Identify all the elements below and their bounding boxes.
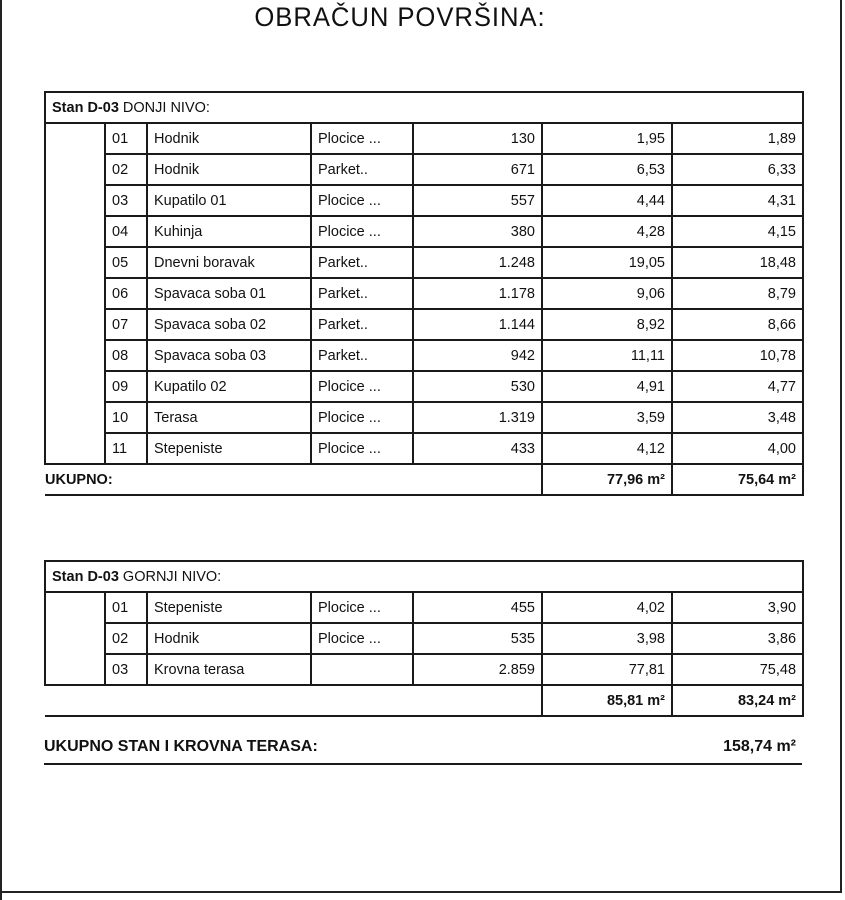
room-name: Kupatilo 02 <box>147 371 311 402</box>
room-name: Stepeniste <box>147 433 311 464</box>
value-c: 8,79 <box>672 278 803 309</box>
value-b: 77,81 <box>542 654 672 685</box>
floor-type: Plocice ... <box>311 623 413 654</box>
value-c: 1,89 <box>672 123 803 154</box>
table-row <box>45 309 803 340</box>
value-c: 3,86 <box>672 623 803 654</box>
table-heading <box>45 92 803 123</box>
table-row <box>45 402 803 433</box>
floor-type: Plocice ... <box>311 123 413 154</box>
room-number: 02 <box>105 623 147 654</box>
unit-label: Stan D-03 <box>52 568 119 585</box>
indent-cell <box>45 247 105 278</box>
room-number: 09 <box>105 371 147 402</box>
total-label <box>45 685 542 716</box>
table-heading <box>45 561 803 592</box>
value-b: 3,59 <box>542 402 672 433</box>
indent-cell <box>45 278 105 309</box>
grand-total-row <box>44 732 802 762</box>
value-a: 433 <box>413 433 542 464</box>
value-c: 3,48 <box>672 402 803 433</box>
room-name: Dnevni boravak <box>147 247 311 278</box>
room-name: Kuhinja <box>147 216 311 247</box>
value-c: 6,33 <box>672 154 803 185</box>
grand-total-underline <box>44 763 802 765</box>
value-b: 8,92 <box>542 309 672 340</box>
table-row <box>45 340 803 371</box>
value-c: 4,00 <box>672 433 803 464</box>
indent-cell <box>45 154 105 185</box>
document-title: OBRAČUN POVRŠINA: <box>254 2 546 32</box>
table-row <box>45 433 803 464</box>
value-a: 455 <box>413 592 542 623</box>
indent-cell <box>45 185 105 216</box>
total-row <box>45 685 803 716</box>
grand-total-table <box>44 732 802 762</box>
lower-level-table <box>44 91 804 496</box>
value-c: 3,90 <box>672 592 803 623</box>
grand-total-value: 158,74 m² <box>723 738 796 755</box>
room-number: 01 <box>105 592 147 623</box>
value-c: 10,78 <box>672 340 803 371</box>
value-b: 4,02 <box>542 592 672 623</box>
total-row <box>45 464 803 495</box>
page-frame-bottom <box>0 891 842 893</box>
value-a: 130 <box>413 123 542 154</box>
value-a: 1.178 <box>413 278 542 309</box>
room-number: 06 <box>105 278 147 309</box>
room-number: 02 <box>105 154 147 185</box>
value-b: 1,95 <box>542 123 672 154</box>
room-name: Stepeniste <box>147 592 311 623</box>
indent-cell <box>45 623 105 654</box>
room-name: Krovna terasa <box>147 654 311 685</box>
room-number: 05 <box>105 247 147 278</box>
table-row <box>45 278 803 309</box>
room-name: Spavaca soba 03 <box>147 340 311 371</box>
table-heading-row <box>45 561 803 592</box>
indent-cell <box>45 402 105 433</box>
floor-type: Plocice ... <box>311 433 413 464</box>
value-a: 1.248 <box>413 247 542 278</box>
room-number: 10 <box>105 402 147 433</box>
room-name: Terasa <box>147 402 311 433</box>
value-c: 75,48 <box>672 654 803 685</box>
floor-type: Parket.. <box>311 278 413 309</box>
floor-type <box>311 654 413 685</box>
indent-cell <box>45 433 105 464</box>
room-name: Spavaca soba 01 <box>147 278 311 309</box>
upper-level-table <box>44 560 804 717</box>
value-c: 4,77 <box>672 371 803 402</box>
value-b: 19,05 <box>542 247 672 278</box>
value-b: 6,53 <box>542 154 672 185</box>
floor-type: Parket.. <box>311 340 413 371</box>
value-a: 2.859 <box>413 654 542 685</box>
room-name: Kupatilo 01 <box>147 185 311 216</box>
value-a: 557 <box>413 185 542 216</box>
floor-type: Parket.. <box>311 247 413 278</box>
room-name: Hodnik <box>147 154 311 185</box>
table-row <box>45 371 803 402</box>
room-number: 01 <box>105 123 147 154</box>
table-row <box>45 247 803 278</box>
value-a: 1.319 <box>413 402 542 433</box>
indent-cell <box>45 309 105 340</box>
level-label: GORNJI NIVO: <box>122 568 222 585</box>
grand-total-label: UKUPNO STAN I KROVNA TERASA: <box>44 738 318 755</box>
value-a: 535 <box>413 623 542 654</box>
room-number: 07 <box>105 309 147 340</box>
floor-type: Plocice ... <box>311 185 413 216</box>
table-row <box>45 654 803 685</box>
value-c: 8,66 <box>672 309 803 340</box>
room-name: Spavaca soba 02 <box>147 309 311 340</box>
value-a: 530 <box>413 371 542 402</box>
floor-type: Plocice ... <box>311 371 413 402</box>
value-b: 4,91 <box>542 371 672 402</box>
room-number: 11 <box>105 433 147 464</box>
room-number: 03 <box>105 654 147 685</box>
indent-cell <box>45 654 105 685</box>
page-frame-right <box>840 0 842 893</box>
indent-cell <box>45 340 105 371</box>
total-value-b: 85,81 m² <box>542 685 672 716</box>
value-b: 4,12 <box>542 433 672 464</box>
floor-type: Plocice ... <box>311 216 413 247</box>
total-value-c: 75,64 m² <box>672 464 803 495</box>
room-name: Hodnik <box>147 623 311 654</box>
total-value-b: 77,96 m² <box>542 464 672 495</box>
value-b: 9,06 <box>542 278 672 309</box>
floor-type: Plocice ... <box>311 592 413 623</box>
table-row <box>45 123 803 154</box>
value-c: 4,15 <box>672 216 803 247</box>
value-b: 4,44 <box>542 185 672 216</box>
level-label: DONJI NIVO: <box>122 99 210 116</box>
value-a: 380 <box>413 216 542 247</box>
floor-type: Plocice ... <box>311 402 413 433</box>
indent-cell <box>45 592 105 623</box>
value-c: 4,31 <box>672 185 803 216</box>
value-b: 4,28 <box>542 216 672 247</box>
value-b: 3,98 <box>542 623 672 654</box>
unit-label: Stan D-03 <box>52 99 119 116</box>
room-number: 03 <box>105 185 147 216</box>
value-c: 18,48 <box>672 247 803 278</box>
indent-cell <box>45 216 105 247</box>
total-value-c: 83,24 m² <box>672 685 803 716</box>
room-number: 08 <box>105 340 147 371</box>
floor-type: Parket.. <box>311 309 413 340</box>
table-heading-row <box>45 92 803 123</box>
value-a: 942 <box>413 340 542 371</box>
value-a: 671 <box>413 154 542 185</box>
room-number: 04 <box>105 216 147 247</box>
page-frame-left <box>0 0 2 900</box>
table-row <box>45 216 803 247</box>
table-row <box>45 185 803 216</box>
floor-type: Parket.. <box>311 154 413 185</box>
table-row <box>45 592 803 623</box>
indent-cell <box>45 371 105 402</box>
value-b: 11,11 <box>542 340 672 371</box>
indent-cell <box>45 123 105 154</box>
value-a: 1.144 <box>413 309 542 340</box>
room-name: Hodnik <box>147 123 311 154</box>
total-label: UKUPNO: <box>45 464 542 495</box>
table-row <box>45 623 803 654</box>
table-row <box>45 154 803 185</box>
